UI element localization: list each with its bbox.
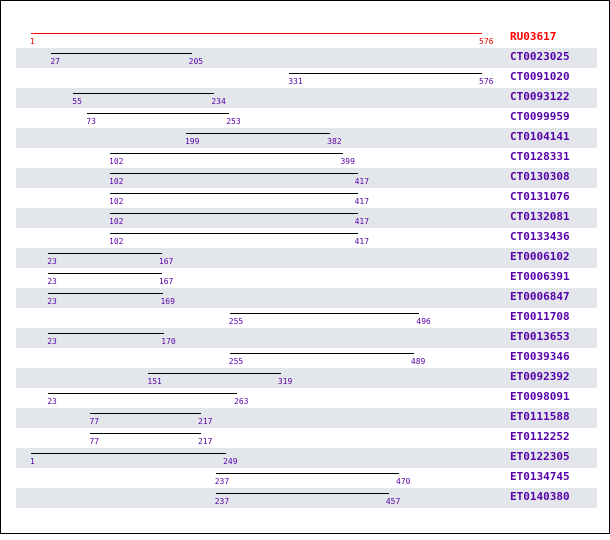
- alignment-bar: [110, 213, 358, 214]
- entry-id-link[interactable]: CT0099959: [510, 110, 570, 123]
- reference-id-link[interactable]: RU03617: [510, 30, 557, 43]
- alignment-end-label: 417: [354, 177, 370, 186]
- entry-id-link[interactable]: ET0134745: [510, 470, 570, 483]
- alignment-bar: [186, 133, 330, 134]
- alignment-start-label: 1: [30, 457, 35, 466]
- alignment-bar: [48, 253, 162, 254]
- alignment-bar: [31, 453, 226, 454]
- entry-id-link[interactable]: CT0131076: [510, 190, 570, 203]
- alignment-bar: [216, 493, 389, 494]
- alignment-row: [16, 208, 597, 228]
- alignment-bar: [230, 313, 420, 314]
- alignment-bar: [90, 433, 201, 434]
- alignment-row: [16, 88, 597, 108]
- reference-end-label: 576: [479, 37, 494, 46]
- alignment-end-label: 205: [188, 57, 204, 66]
- alignment-row: [16, 188, 597, 208]
- alignment-row: [16, 308, 597, 328]
- alignment-end-label: 169: [160, 297, 175, 306]
- alignment-row: [16, 388, 597, 408]
- entry-id-link[interactable]: ET0112252: [510, 430, 570, 443]
- alignment-end-label: 217: [198, 437, 213, 446]
- alignment-start-label: 102: [109, 197, 124, 206]
- entry-id-link[interactable]: CT0023025: [510, 50, 570, 63]
- alignment-end-label: 457: [385, 497, 401, 506]
- entry-id-link[interactable]: CT0130308: [510, 170, 570, 183]
- alignment-bar: [90, 413, 201, 414]
- alignment-start-label: 73: [86, 117, 96, 126]
- alignment-start-label: 23: [47, 397, 57, 406]
- alignment-end-label: 167: [158, 257, 174, 266]
- entry-id-link[interactable]: ET0098091: [510, 390, 570, 403]
- alignment-row: [16, 168, 597, 188]
- alignment-bar: [110, 233, 358, 234]
- alignment-row: [16, 128, 597, 148]
- entry-id-link[interactable]: ET0140380: [510, 490, 570, 503]
- entry-id-link[interactable]: ET0006391: [510, 270, 570, 283]
- alignment-row: [16, 148, 597, 168]
- alignment-row: [16, 228, 597, 248]
- alignment-row: [16, 448, 597, 468]
- alignment-start-label: 199: [184, 137, 200, 146]
- alignment-start-label: 23: [47, 257, 57, 266]
- alignment-end-label: 170: [161, 337, 176, 346]
- alignment-bar: [289, 73, 482, 74]
- alignment-end-label: 417: [354, 237, 370, 246]
- entry-id-link[interactable]: CT0091020: [510, 70, 570, 83]
- alignment-end-label: 399: [340, 157, 355, 166]
- entry-id-link[interactable]: CT0093122: [510, 90, 570, 103]
- alignment-row: [16, 468, 597, 488]
- alignment-start-label: 102: [109, 157, 124, 166]
- alignment-end-label: 319: [277, 377, 293, 386]
- alignment-bar: [230, 353, 414, 354]
- alignment-row: [16, 408, 597, 428]
- reference-bar: [31, 33, 482, 34]
- alignment-start-label: 27: [50, 57, 60, 66]
- alignment-start-label: 55: [72, 97, 82, 106]
- alignment-row: [16, 108, 597, 128]
- alignment-start-label: 23: [47, 277, 57, 286]
- alignment-bar: [110, 193, 358, 194]
- alignment-bar: [110, 173, 358, 174]
- alignment-end-label: 417: [354, 217, 370, 226]
- alignment-end-label: 382: [327, 137, 342, 146]
- alignment-end-label: 496: [416, 317, 431, 326]
- alignment-bar: [110, 153, 343, 154]
- alignment-end-label: 576: [479, 77, 494, 86]
- alignment-bar: [216, 473, 399, 474]
- alignment-row: [16, 488, 597, 508]
- entry-id-link[interactable]: ET0013653: [510, 330, 570, 343]
- alignment-row: [16, 368, 597, 388]
- alignment-row: [16, 248, 597, 268]
- alignment-start-label: 255: [228, 317, 244, 326]
- alignment-end-label: 217: [198, 417, 213, 426]
- alignment-bar: [48, 393, 237, 394]
- entry-id-link[interactable]: CT0132081: [510, 210, 570, 223]
- alignment-bar: [73, 93, 214, 94]
- entry-id-link[interactable]: ET0011708: [510, 310, 570, 323]
- alignment-bar: [48, 273, 162, 274]
- entry-id-link[interactable]: ET0111588: [510, 410, 570, 423]
- alignment-row: [16, 328, 597, 348]
- entry-id-link[interactable]: ET0122305: [510, 450, 570, 463]
- alignment-end-label: 234: [211, 97, 226, 106]
- alignment-bar: [148, 373, 280, 374]
- alignment-end-label: 489: [410, 357, 426, 366]
- alignment-end-label: 470: [396, 477, 411, 486]
- alignment-bar: [48, 333, 164, 334]
- alignment-start-label: 331: [288, 77, 303, 86]
- alignment-start-label: 23: [47, 337, 57, 346]
- alignment-end-label: 249: [223, 457, 238, 466]
- alignment-end-label: 417: [354, 197, 370, 206]
- alignment-row: [16, 428, 597, 448]
- entry-id-link[interactable]: CT0128331: [510, 150, 570, 163]
- alignment-start-label: 102: [109, 217, 124, 226]
- alignment-bar: [51, 53, 191, 54]
- alignment-start-label: 77: [89, 417, 100, 426]
- alignment-row: [16, 68, 597, 88]
- alignment-start-label: 255: [228, 357, 244, 366]
- alignment-end-label: 167: [158, 277, 174, 286]
- reference-row: [16, 28, 597, 48]
- alignment-start-label: 23: [47, 297, 57, 306]
- alignment-start-label: 102: [109, 177, 124, 186]
- alignment-bar: [48, 293, 163, 294]
- reference-start-label: 1: [30, 37, 35, 46]
- alignment-start-label: 237: [214, 497, 230, 506]
- alignment-row: [16, 348, 597, 368]
- alignment-row: [16, 48, 597, 68]
- alignment-start-label: 102: [109, 237, 124, 246]
- entry-id-link[interactable]: ET0006847: [510, 290, 570, 303]
- entry-id-link[interactable]: CT0104141: [510, 130, 570, 143]
- alignment-end-label: 253: [226, 117, 241, 126]
- alignment-row: [16, 288, 597, 308]
- entry-id-link[interactable]: ET0006102: [510, 250, 570, 263]
- entry-id-link[interactable]: ET0039346: [510, 350, 570, 363]
- alignment-start-label: 237: [214, 477, 230, 486]
- alignment-bar: [87, 113, 229, 114]
- entry-id-link[interactable]: CT0133436: [510, 230, 570, 243]
- alignment-start-label: 151: [147, 377, 162, 386]
- alignment-end-label: 263: [234, 397, 249, 406]
- entry-id-link[interactable]: ET0092392: [510, 370, 570, 383]
- alignment-row: [16, 268, 597, 288]
- alignment-start-label: 77: [89, 437, 100, 446]
